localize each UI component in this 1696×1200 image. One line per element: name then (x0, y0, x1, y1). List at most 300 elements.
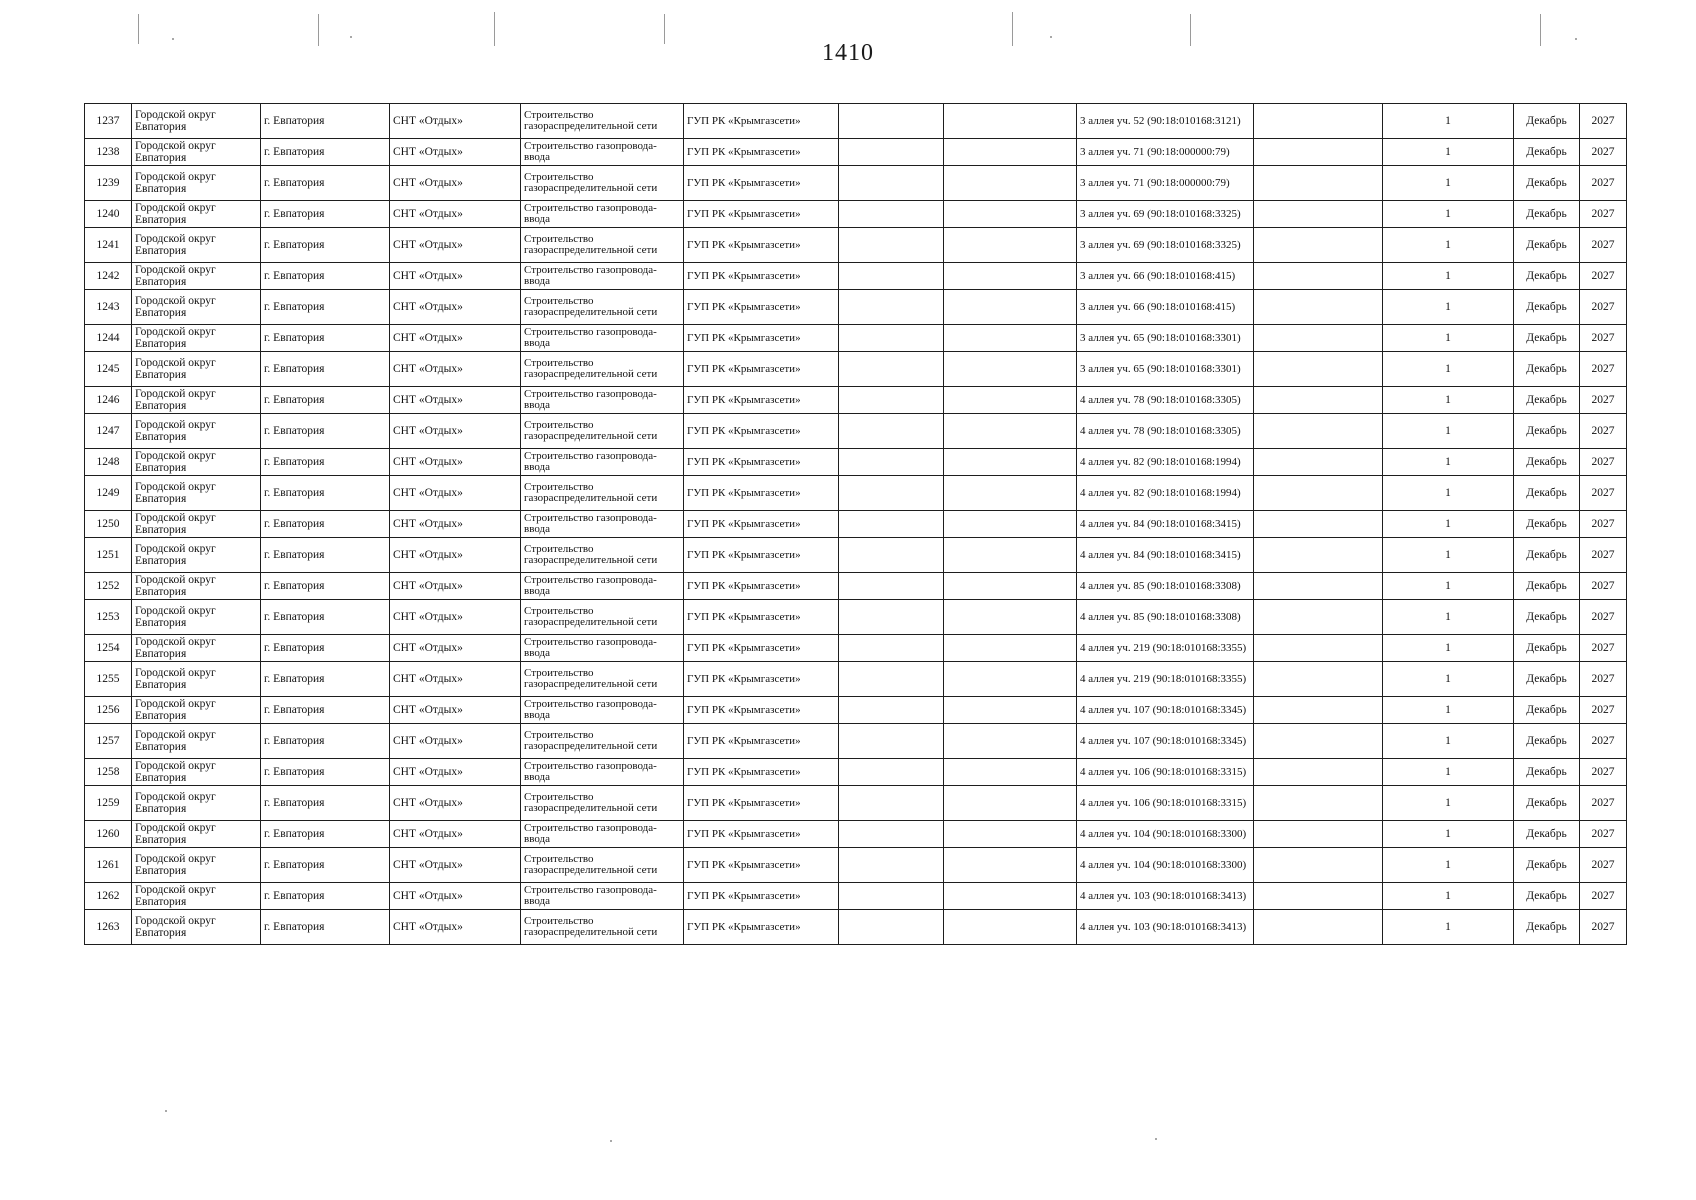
city-cell: г. Евпатория (261, 325, 390, 352)
municipality-cell: Городской округ Евпатория (132, 449, 261, 476)
table-row (85, 511, 1627, 538)
address-cell: 4 аллея уч. 84 (90:18:010168:3415) (1077, 538, 1254, 573)
year-cell: 2027 (1580, 352, 1627, 387)
empty-cell (1254, 635, 1383, 662)
work-type-cell: Строительство газораспределительной сети (521, 414, 684, 449)
row-number: 1245 (85, 352, 132, 387)
year-cell: 2027 (1580, 449, 1627, 476)
organization-cell: ГУП РК «Крымгазсети» (684, 166, 839, 201)
empty-cell (1254, 759, 1383, 786)
month-cell: Декабрь (1514, 228, 1580, 263)
work-type-cell: Строительство газопровода-ввода (521, 573, 684, 600)
empty-cell (1254, 104, 1383, 139)
empty-cell (839, 166, 944, 201)
address-cell: 4 аллея уч. 103 (90:18:010168:3413) (1077, 883, 1254, 910)
empty-cell (944, 263, 1077, 290)
empty-cell (839, 325, 944, 352)
table-row (85, 476, 1627, 511)
quantity-cell: 1 (1383, 883, 1514, 910)
empty-cell (839, 600, 944, 635)
address-cell: 3 аллея уч. 52 (90:18:010168:3121) (1077, 104, 1254, 139)
quantity-cell: 1 (1383, 538, 1514, 573)
registry-table (84, 103, 1627, 945)
work-type-cell: Строительство газопровода-ввода (521, 263, 684, 290)
empty-cell (1254, 511, 1383, 538)
quantity-cell: 1 (1383, 821, 1514, 848)
empty-cell (839, 724, 944, 759)
municipality-cell: Городской округ Евпатория (132, 759, 261, 786)
quantity-cell: 1 (1383, 104, 1514, 139)
month-cell: Декабрь (1514, 414, 1580, 449)
month-cell: Декабрь (1514, 104, 1580, 139)
city-cell: г. Евпатория (261, 821, 390, 848)
table-row (85, 290, 1627, 325)
organization-cell: ГУП РК «Крымгазсети» (684, 848, 839, 883)
organization-cell: ГУП РК «Крымгазсети» (684, 290, 839, 325)
organization-cell: ГУП РК «Крымгазсети» (684, 538, 839, 573)
month-cell: Декабрь (1514, 201, 1580, 228)
organization-cell: ГУП РК «Крымгазсети» (684, 387, 839, 414)
quantity-cell: 1 (1383, 449, 1514, 476)
quantity-cell: 1 (1383, 848, 1514, 883)
year-cell: 2027 (1580, 228, 1627, 263)
quantity-cell: 1 (1383, 201, 1514, 228)
month-cell: Декабрь (1514, 786, 1580, 821)
empty-cell (1254, 573, 1383, 600)
table-row (85, 538, 1627, 573)
municipality-cell: Городской округ Евпатория (132, 290, 261, 325)
empty-cell (839, 201, 944, 228)
table-row (85, 848, 1627, 883)
empty-cell (1254, 910, 1383, 945)
empty-cell (944, 414, 1077, 449)
address-cell: 4 аллея уч. 104 (90:18:010168:3300) (1077, 848, 1254, 883)
address-cell: 3 аллея уч. 69 (90:18:010168:3325) (1077, 228, 1254, 263)
empty-cell (839, 511, 944, 538)
city-cell: г. Евпатория (261, 476, 390, 511)
row-number: 1240 (85, 201, 132, 228)
organization-cell: ГУП РК «Крымгазсети» (684, 414, 839, 449)
quantity-cell: 1 (1383, 724, 1514, 759)
empty-cell (1254, 290, 1383, 325)
row-number: 1247 (85, 414, 132, 449)
scan-artifact (165, 1110, 167, 1112)
address-cell: 3 аллея уч. 65 (90:18:010168:3301) (1077, 325, 1254, 352)
city-cell: г. Евпатория (261, 759, 390, 786)
table-row (85, 573, 1627, 600)
month-cell: Декабрь (1514, 325, 1580, 352)
year-cell: 2027 (1580, 635, 1627, 662)
quantity-cell: 1 (1383, 263, 1514, 290)
work-type-cell: Строительство газораспределительной сети (521, 166, 684, 201)
address-cell: 3 аллея уч. 66 (90:18:010168:415) (1077, 290, 1254, 325)
year-cell: 2027 (1580, 697, 1627, 724)
empty-cell (839, 759, 944, 786)
row-number: 1256 (85, 697, 132, 724)
registry-body (85, 104, 1627, 945)
row-number: 1258 (85, 759, 132, 786)
address-cell: 4 аллея уч. 107 (90:18:010168:3345) (1077, 697, 1254, 724)
municipality-cell: Городской округ Евпатория (132, 600, 261, 635)
empty-cell (839, 228, 944, 263)
empty-cell (839, 635, 944, 662)
snt-cell: СНТ «Отдых» (390, 139, 521, 166)
empty-cell (1254, 662, 1383, 697)
city-cell: г. Евпатория (261, 662, 390, 697)
quantity-cell: 1 (1383, 228, 1514, 263)
row-number: 1248 (85, 449, 132, 476)
month-cell: Декабрь (1514, 573, 1580, 600)
empty-cell (1254, 697, 1383, 724)
empty-cell (1254, 538, 1383, 573)
work-type-cell: Строительство газопровода-ввода (521, 139, 684, 166)
year-cell: 2027 (1580, 538, 1627, 573)
row-number: 1246 (85, 387, 132, 414)
row-number: 1253 (85, 600, 132, 635)
empty-cell (839, 573, 944, 600)
table-row (85, 228, 1627, 263)
empty-cell (944, 139, 1077, 166)
organization-cell: ГУП РК «Крымгазсети» (684, 786, 839, 821)
empty-cell (944, 759, 1077, 786)
snt-cell: СНТ «Отдых» (390, 662, 521, 697)
city-cell: г. Евпатория (261, 139, 390, 166)
quantity-cell: 1 (1383, 511, 1514, 538)
address-cell: 4 аллея уч. 219 (90:18:010168:3355) (1077, 662, 1254, 697)
month-cell: Декабрь (1514, 166, 1580, 201)
snt-cell: СНТ «Отдых» (390, 511, 521, 538)
empty-cell (1254, 476, 1383, 511)
city-cell: г. Евпатория (261, 352, 390, 387)
empty-cell (1254, 821, 1383, 848)
address-cell: 3 аллея уч. 65 (90:18:010168:3301) (1077, 352, 1254, 387)
municipality-cell: Городской округ Евпатория (132, 538, 261, 573)
municipality-cell: Городской округ Евпатория (132, 573, 261, 600)
quantity-cell: 1 (1383, 697, 1514, 724)
city-cell: г. Евпатория (261, 290, 390, 325)
work-type-cell: Строительство газопровода-ввода (521, 883, 684, 910)
empty-cell (944, 883, 1077, 910)
month-cell: Декабрь (1514, 387, 1580, 414)
row-number: 1254 (85, 635, 132, 662)
empty-cell (944, 786, 1077, 821)
empty-cell (839, 821, 944, 848)
municipality-cell: Городской округ Евпатория (132, 166, 261, 201)
organization-cell: ГУП РК «Крымгазсети» (684, 635, 839, 662)
scan-artifact (1050, 36, 1052, 38)
empty-cell (1254, 325, 1383, 352)
empty-cell (839, 883, 944, 910)
city-cell: г. Евпатория (261, 104, 390, 139)
row-number: 1262 (85, 883, 132, 910)
empty-cell (944, 538, 1077, 573)
work-type-cell: Строительство газопровода-ввода (521, 201, 684, 228)
municipality-cell: Городской округ Евпатория (132, 263, 261, 290)
month-cell: Декабрь (1514, 821, 1580, 848)
empty-cell (839, 697, 944, 724)
empty-cell (839, 662, 944, 697)
city-cell: г. Евпатория (261, 883, 390, 910)
snt-cell: СНТ «Отдых» (390, 228, 521, 263)
municipality-cell: Городской округ Евпатория (132, 325, 261, 352)
empty-cell (839, 387, 944, 414)
quantity-cell: 1 (1383, 387, 1514, 414)
year-cell: 2027 (1580, 290, 1627, 325)
month-cell: Декабрь (1514, 724, 1580, 759)
city-cell: г. Евпатория (261, 449, 390, 476)
city-cell: г. Евпатория (261, 414, 390, 449)
address-cell: 4 аллея уч. 84 (90:18:010168:3415) (1077, 511, 1254, 538)
empty-cell (944, 352, 1077, 387)
municipality-cell: Городской округ Евпатория (132, 662, 261, 697)
snt-cell: СНТ «Отдых» (390, 538, 521, 573)
table-row (85, 166, 1627, 201)
empty-cell (944, 201, 1077, 228)
empty-cell (944, 228, 1077, 263)
municipality-cell: Городской округ Евпатория (132, 476, 261, 511)
row-number: 1251 (85, 538, 132, 573)
empty-cell (944, 635, 1077, 662)
municipality-cell: Городской округ Евпатория (132, 910, 261, 945)
empty-cell (1254, 414, 1383, 449)
quantity-cell: 1 (1383, 662, 1514, 697)
work-type-cell: Строительство газораспределительной сети (521, 104, 684, 139)
table-row (85, 139, 1627, 166)
month-cell: Декабрь (1514, 449, 1580, 476)
empty-cell (839, 476, 944, 511)
month-cell: Декабрь (1514, 538, 1580, 573)
city-cell: г. Евпатория (261, 848, 390, 883)
city-cell: г. Евпатория (261, 910, 390, 945)
city-cell: г. Евпатория (261, 635, 390, 662)
snt-cell: СНТ «Отдых» (390, 449, 521, 476)
municipality-cell: Городской округ Евпатория (132, 635, 261, 662)
quantity-cell: 1 (1383, 325, 1514, 352)
empty-cell (839, 414, 944, 449)
address-cell: 4 аллея уч. 82 (90:18:010168:1994) (1077, 449, 1254, 476)
quantity-cell: 1 (1383, 352, 1514, 387)
municipality-cell: Городской округ Евпатория (132, 104, 261, 139)
empty-cell (839, 263, 944, 290)
snt-cell: СНТ «Отдых» (390, 476, 521, 511)
snt-cell: СНТ «Отдых» (390, 786, 521, 821)
address-cell: 4 аллея уч. 106 (90:18:010168:3315) (1077, 759, 1254, 786)
city-cell: г. Евпатория (261, 263, 390, 290)
empty-cell (1254, 724, 1383, 759)
month-cell: Декабрь (1514, 476, 1580, 511)
row-number: 1238 (85, 139, 132, 166)
snt-cell: СНТ «Отдых» (390, 600, 521, 635)
month-cell: Декабрь (1514, 848, 1580, 883)
work-type-cell: Строительство газораспределительной сети (521, 290, 684, 325)
municipality-cell: Городской округ Евпатория (132, 786, 261, 821)
month-cell: Декабрь (1514, 511, 1580, 538)
address-cell: 3 аллея уч. 66 (90:18:010168:415) (1077, 263, 1254, 290)
address-cell: 4 аллея уч. 78 (90:18:010168:3305) (1077, 387, 1254, 414)
year-cell: 2027 (1580, 910, 1627, 945)
month-cell: Декабрь (1514, 263, 1580, 290)
empty-cell (839, 449, 944, 476)
row-number: 1252 (85, 573, 132, 600)
organization-cell: ГУП РК «Крымгазсети» (684, 352, 839, 387)
year-cell: 2027 (1580, 166, 1627, 201)
scan-artifact (350, 36, 352, 38)
table-row (85, 414, 1627, 449)
quantity-cell: 1 (1383, 573, 1514, 600)
row-number: 1257 (85, 724, 132, 759)
quantity-cell: 1 (1383, 414, 1514, 449)
year-cell: 2027 (1580, 139, 1627, 166)
city-cell: г. Евпатория (261, 201, 390, 228)
work-type-cell: Строительство газораспределительной сети (521, 228, 684, 263)
quantity-cell: 1 (1383, 910, 1514, 945)
municipality-cell: Городской округ Евпатория (132, 414, 261, 449)
snt-cell: СНТ «Отдых» (390, 635, 521, 662)
empty-cell (944, 104, 1077, 139)
empty-cell (944, 910, 1077, 945)
municipality-cell: Городской округ Евпатория (132, 697, 261, 724)
year-cell: 2027 (1580, 511, 1627, 538)
work-type-cell: Строительство газораспределительной сети (521, 538, 684, 573)
quantity-cell: 1 (1383, 166, 1514, 201)
municipality-cell: Городской округ Евпатория (132, 883, 261, 910)
address-cell: 4 аллея уч. 78 (90:18:010168:3305) (1077, 414, 1254, 449)
empty-cell (1254, 166, 1383, 201)
empty-cell (944, 325, 1077, 352)
scan-artifact (610, 1140, 612, 1142)
snt-cell: СНТ «Отдых» (390, 414, 521, 449)
table-row (85, 724, 1627, 759)
month-cell: Декабрь (1514, 662, 1580, 697)
month-cell: Декабрь (1514, 290, 1580, 325)
work-type-cell: Строительство газопровода-ввода (521, 325, 684, 352)
quantity-cell: 1 (1383, 290, 1514, 325)
empty-cell (839, 104, 944, 139)
organization-cell: ГУП РК «Крымгазсети» (684, 139, 839, 166)
table-row (85, 821, 1627, 848)
municipality-cell: Городской округ Евпатория (132, 387, 261, 414)
address-cell: 3 аллея уч. 69 (90:18:010168:3325) (1077, 201, 1254, 228)
work-type-cell: Строительство газопровода-ввода (521, 697, 684, 724)
snt-cell: СНТ «Отдых» (390, 573, 521, 600)
empty-cell (839, 910, 944, 945)
work-type-cell: Строительство газораспределительной сети (521, 662, 684, 697)
work-type-cell: Строительство газопровода-ввода (521, 449, 684, 476)
organization-cell: ГУП РК «Крымгазсети» (684, 883, 839, 910)
year-cell: 2027 (1580, 600, 1627, 635)
organization-cell: ГУП РК «Крымгазсети» (684, 476, 839, 511)
empty-cell (839, 848, 944, 883)
empty-cell (1254, 387, 1383, 414)
organization-cell: ГУП РК «Крымгазсети» (684, 325, 839, 352)
table-row (85, 201, 1627, 228)
organization-cell: ГУП РК «Крымгазсети» (684, 600, 839, 635)
organization-cell: ГУП РК «Крымгазсети» (684, 697, 839, 724)
row-number: 1249 (85, 476, 132, 511)
row-number: 1237 (85, 104, 132, 139)
address-cell: 3 аллея уч. 71 (90:18:000000:79) (1077, 139, 1254, 166)
snt-cell: СНТ «Отдых» (390, 910, 521, 945)
address-cell: 3 аллея уч. 71 (90:18:000000:79) (1077, 166, 1254, 201)
year-cell: 2027 (1580, 325, 1627, 352)
organization-cell: ГУП РК «Крымгазсети» (684, 263, 839, 290)
organization-cell: ГУП РК «Крымгазсети» (684, 910, 839, 945)
month-cell: Декабрь (1514, 910, 1580, 945)
organization-cell: ГУП РК «Крымгазсети» (684, 104, 839, 139)
year-cell: 2027 (1580, 759, 1627, 786)
month-cell: Декабрь (1514, 697, 1580, 724)
city-cell: г. Евпатория (261, 724, 390, 759)
municipality-cell: Городской округ Евпатория (132, 848, 261, 883)
work-type-cell: Строительство газораспределительной сети (521, 724, 684, 759)
city-cell: г. Евпатория (261, 786, 390, 821)
year-cell: 2027 (1580, 662, 1627, 697)
year-cell: 2027 (1580, 414, 1627, 449)
year-cell: 2027 (1580, 263, 1627, 290)
year-cell: 2027 (1580, 201, 1627, 228)
row-number: 1242 (85, 263, 132, 290)
municipality-cell: Городской округ Евпатория (132, 352, 261, 387)
city-cell: г. Евпатория (261, 387, 390, 414)
empty-cell (1254, 600, 1383, 635)
empty-cell (1254, 786, 1383, 821)
work-type-cell: Строительство газопровода-ввода (521, 759, 684, 786)
table-row (85, 635, 1627, 662)
organization-cell: ГУП РК «Крымгазсети» (684, 511, 839, 538)
municipality-cell: Городской округ Евпатория (132, 511, 261, 538)
organization-cell: ГУП РК «Крымгазсети» (684, 759, 839, 786)
table-row (85, 662, 1627, 697)
address-cell: 4 аллея уч. 85 (90:18:010168:3308) (1077, 600, 1254, 635)
work-type-cell: Строительство газораспределительной сети (521, 910, 684, 945)
city-cell: г. Евпатория (261, 573, 390, 600)
month-cell: Декабрь (1514, 883, 1580, 910)
quantity-cell: 1 (1383, 139, 1514, 166)
page-number: 1410 (822, 40, 874, 66)
snt-cell: СНТ «Отдых» (390, 883, 521, 910)
organization-cell: ГУП РК «Крымгазсети» (684, 821, 839, 848)
empty-cell (1254, 848, 1383, 883)
snt-cell: СНТ «Отдых» (390, 759, 521, 786)
organization-cell: ГУП РК «Крымгазсети» (684, 573, 839, 600)
row-number: 1250 (85, 511, 132, 538)
snt-cell: СНТ «Отдых» (390, 166, 521, 201)
table-row (85, 759, 1627, 786)
month-cell: Декабрь (1514, 139, 1580, 166)
empty-cell (944, 387, 1077, 414)
year-cell: 2027 (1580, 724, 1627, 759)
snt-cell: СНТ «Отдых» (390, 848, 521, 883)
table-row (85, 697, 1627, 724)
snt-cell: СНТ «Отдых» (390, 263, 521, 290)
municipality-cell: Городской округ Евпатория (132, 228, 261, 263)
address-cell: 4 аллея уч. 82 (90:18:010168:1994) (1077, 476, 1254, 511)
empty-cell (944, 166, 1077, 201)
snt-cell: СНТ «Отдых» (390, 290, 521, 325)
city-cell: г. Евпатория (261, 538, 390, 573)
quantity-cell: 1 (1383, 759, 1514, 786)
organization-cell: ГУП РК «Крымгазсети» (684, 724, 839, 759)
empty-cell (944, 662, 1077, 697)
address-cell: 4 аллея уч. 103 (90:18:010168:3413) (1077, 910, 1254, 945)
row-number: 1239 (85, 166, 132, 201)
empty-cell (944, 449, 1077, 476)
year-cell: 2027 (1580, 573, 1627, 600)
address-cell: 4 аллея уч. 107 (90:18:010168:3345) (1077, 724, 1254, 759)
municipality-cell: Городской округ Евпатория (132, 201, 261, 228)
month-cell: Декабрь (1514, 635, 1580, 662)
work-type-cell: Строительство газопровода-ввода (521, 511, 684, 538)
